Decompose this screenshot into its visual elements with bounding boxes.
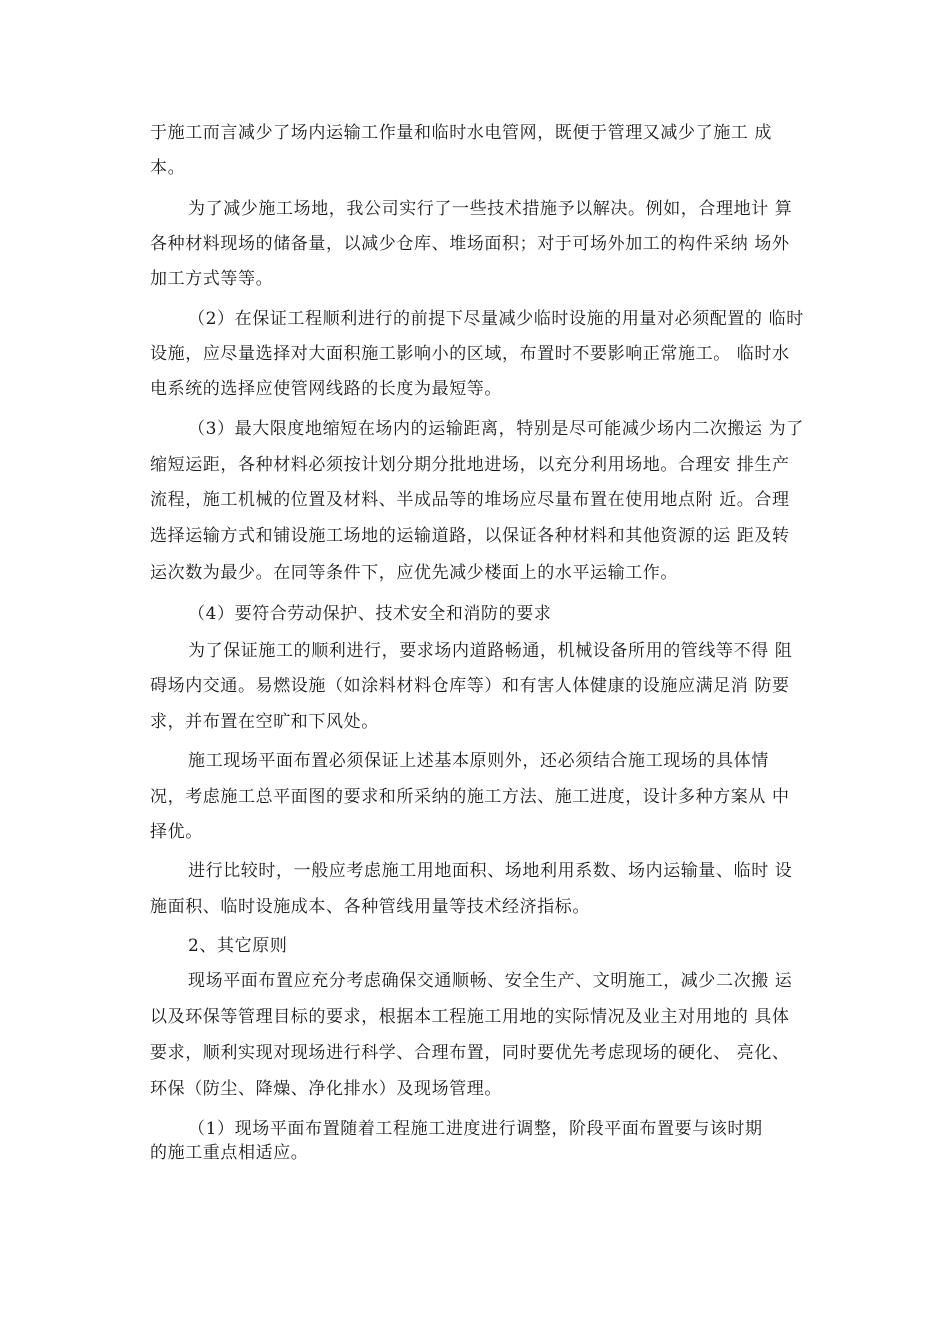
text-line: 求，并布置在空旷和下风处。 <box>150 712 379 732</box>
text-line: 运次数为最少。在同等条件下，应优先减少楼面上的水平运输工作。 <box>150 563 678 583</box>
paragraph-line: 施工现场平面布置必须保证上述基本原则外，还必须结合施工现场的具体情 <box>188 751 769 771</box>
text-line: 加工方式等等。 <box>150 269 274 289</box>
list-item-4: （4）要符合劳动保护、技术安全和消防的要求 <box>188 604 552 624</box>
text-line: 施面积、临时设施成本、各种管线用量等技术经济指标。 <box>150 897 590 917</box>
text-line: 碍场内交通。易燃设施（如涂料材料仓库等）和有害人体健康的设施应满足消 防要 <box>150 676 790 696</box>
text-line: 本。 <box>150 158 186 178</box>
text-line: 择优。 <box>150 822 203 842</box>
text-line: 环保（防尘、降燥、净化排水）及现场管理。 <box>150 1079 502 1099</box>
paragraph-line: 为了减少施工场地，我公司实行了一些技术措施予以解决。例如，合理地计 算 <box>188 199 793 219</box>
text-line: 设施，应尽量选择对大面积施工影响小的区域，布置时不要影响正常施工。 临时水 <box>150 344 790 364</box>
text-line: 流程，施工机械的位置及材料、半成品等的堆场应尽量布置在使用地点附 近。合理 <box>150 490 790 510</box>
list-item-1: （1）现场平面布置随着工程施工进度进行调整，阶段平面布置要与该时期 <box>188 1119 763 1139</box>
section-heading: 2、其它原则 <box>188 936 288 956</box>
text-line: 以及环保等管理目标的要求，根据本工程施工用地的实际情况及业主对用地的 具体 <box>150 1007 790 1027</box>
paragraph-line: 现场平面布置应充分考虑确保交通顺畅、安全生产、文明施工，减少二次搬 运 <box>188 971 793 991</box>
text-line: 选择运输方式和铺设施工场地的运输道路，以保证各种材料和其他资源的运 距及转 <box>150 526 790 546</box>
text-line: 况，考虑施工总平面图的要求和所采纳的施工方法、施工进度，设计多种方案从 中 <box>150 787 790 807</box>
list-item-2: （2）在保证工程顺利进行的前提下尽量减少临时设施的用量对必须配置的 临时 <box>188 309 804 329</box>
text-line: 的施工重点相适应。 <box>150 1143 309 1163</box>
text-line: 要求，顺利实现对现场进行科学、合理布置，同时要优先考虑现场的硬化、 亮化、 <box>150 1043 790 1063</box>
list-item-3: （3）最大限度地缩短在场内的运输距离，特别是尽可能减少场内二次搬运 为了 <box>188 419 804 439</box>
text-line: 各种材料现场的储备量，以减少仓库、堆场面积；对于可场外加工的构件采纳 场外 <box>150 234 790 254</box>
text-line: 电系统的选择应使管网线路的长度为最短等。 <box>150 379 502 399</box>
paragraph-line: 为了保证施工的顺利进行，要求场内道路畅通，机械设备所用的管线等不得 阻 <box>188 641 793 661</box>
text-line: 缩短运距，各种材料必须按计划分期分批地进场，以充分利用场地。合理安 排生产 <box>150 455 790 475</box>
text-line: 于施工而言减少了场内运输工作量和临时水电管网，既便于管理又减少了施工 成 <box>150 123 773 143</box>
paragraph-line: 进行比较时，一般应考虑施工用地面积、场地利用系数、场内运输量、临时 设 <box>188 861 793 881</box>
